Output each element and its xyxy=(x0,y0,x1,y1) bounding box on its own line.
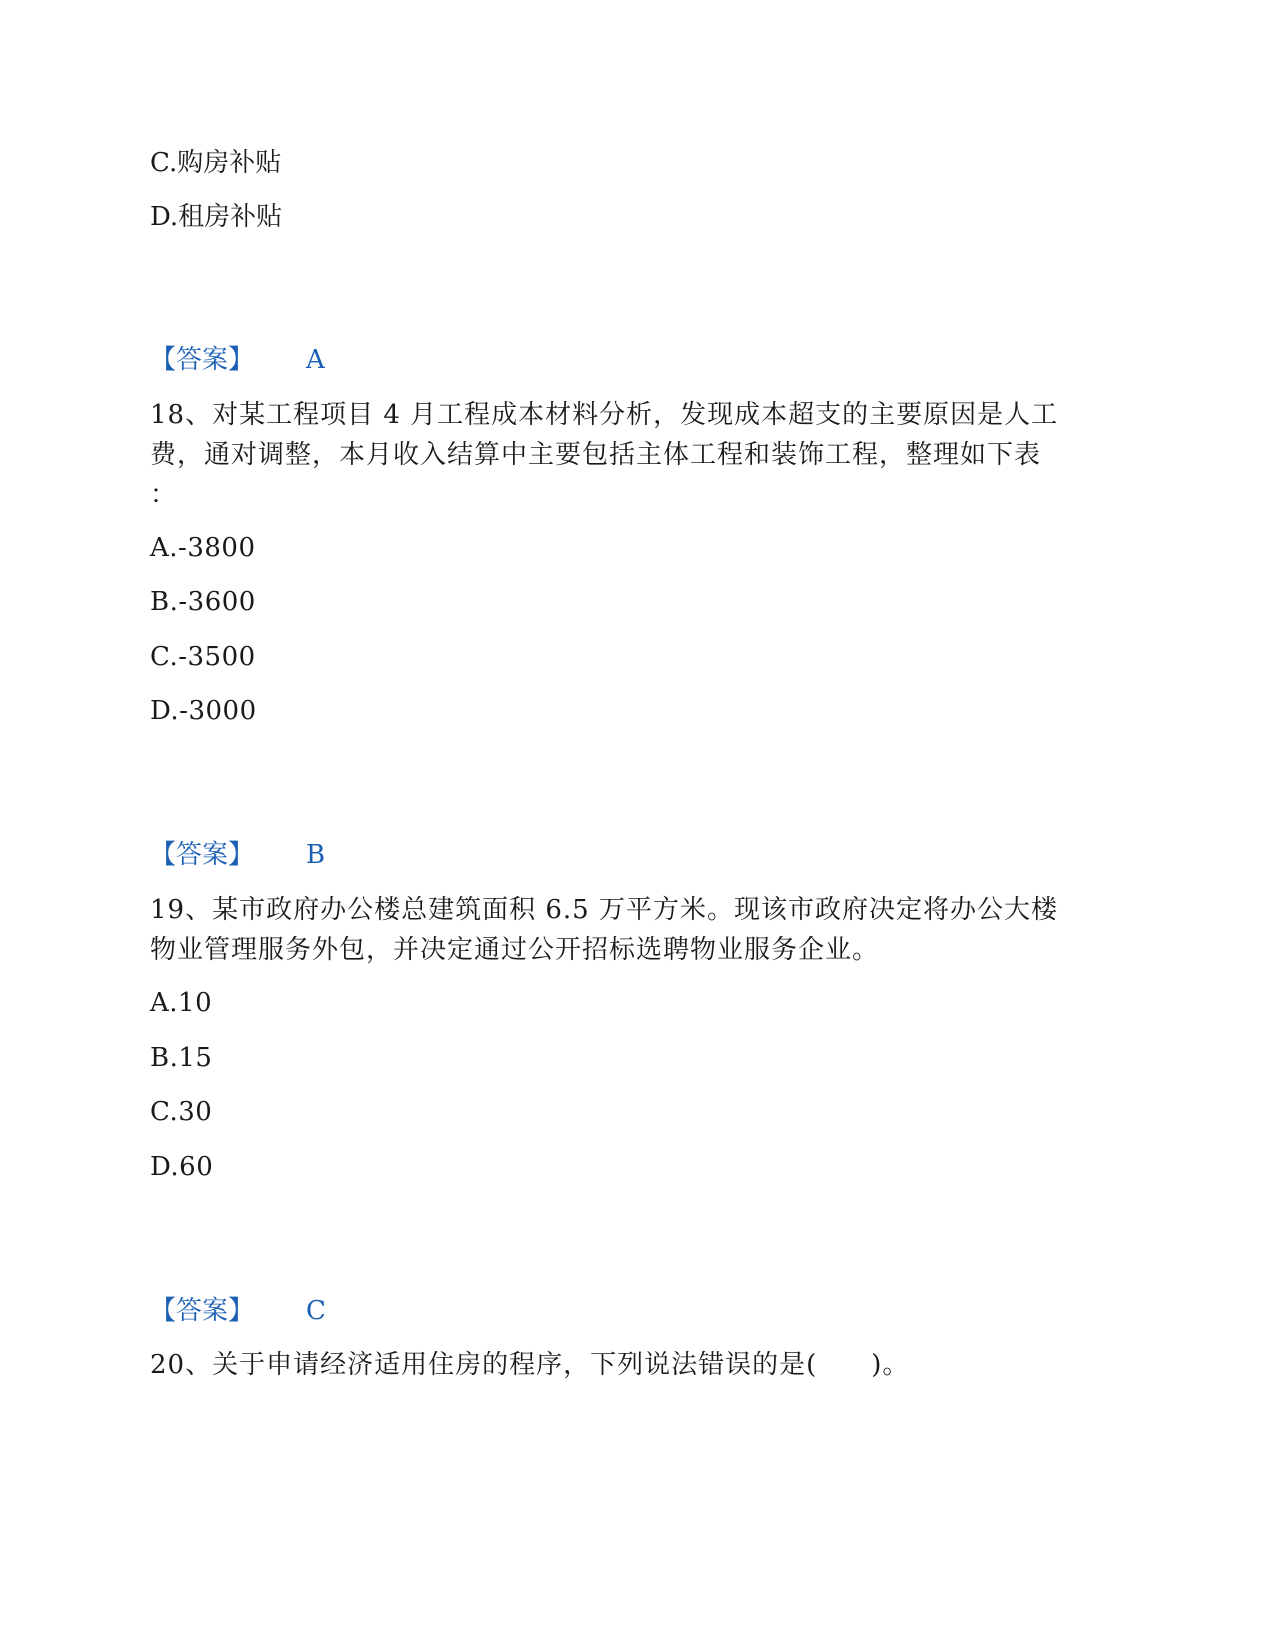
answer-label: 【答案】 xyxy=(150,840,255,870)
answer-value: A xyxy=(306,345,325,375)
option-d: D.-3000 xyxy=(150,696,257,726)
question-18 xyxy=(150,395,1130,515)
question-19-line-1: 19、某市政府办公楼总建筑面积 6.5 万平方米。现该市政府决定将办公大楼 xyxy=(150,895,1058,925)
answer-value: B xyxy=(306,840,326,870)
question-18-line-1: 18、对某工程项目 4 月工程成本材料分析，发现成本超支的主要原因是人工 xyxy=(150,400,1059,430)
question-18-line-3: ： xyxy=(150,480,178,510)
option-c: C.-3500 xyxy=(150,642,256,672)
option-c: C.30 xyxy=(150,1097,213,1127)
answer-label: 【答案】 xyxy=(150,1296,255,1326)
question-20 xyxy=(150,1345,1130,1385)
answer-row xyxy=(150,1291,326,1331)
option-a: A.-3800 xyxy=(150,533,256,563)
option-b: B.-3600 xyxy=(150,587,256,617)
question-19-line-2: 物业管理服务外包，并决定通过公开招标选聘物业服务企业。 xyxy=(150,935,880,965)
option-b: B.15 xyxy=(150,1043,213,1073)
option-d: D.租房补贴 xyxy=(150,202,283,232)
answer-row xyxy=(150,340,325,380)
answer-label: 【答案】 xyxy=(150,345,255,375)
question-20-line-1: 20、关于申请经济适用住房的程序，下列说法错误的是( )。 xyxy=(150,1350,910,1380)
question-18-line-2: 费，通对调整，本月收入结算中主要包括主体工程和装饰工程，整理如下表 xyxy=(150,440,1042,470)
answer-row xyxy=(150,835,325,875)
answer-value: C xyxy=(306,1296,326,1326)
question-19 xyxy=(150,890,1130,970)
option-c: C.购房补贴 xyxy=(150,148,282,178)
option-a: A.10 xyxy=(150,988,213,1018)
option-d: D.60 xyxy=(150,1152,214,1182)
